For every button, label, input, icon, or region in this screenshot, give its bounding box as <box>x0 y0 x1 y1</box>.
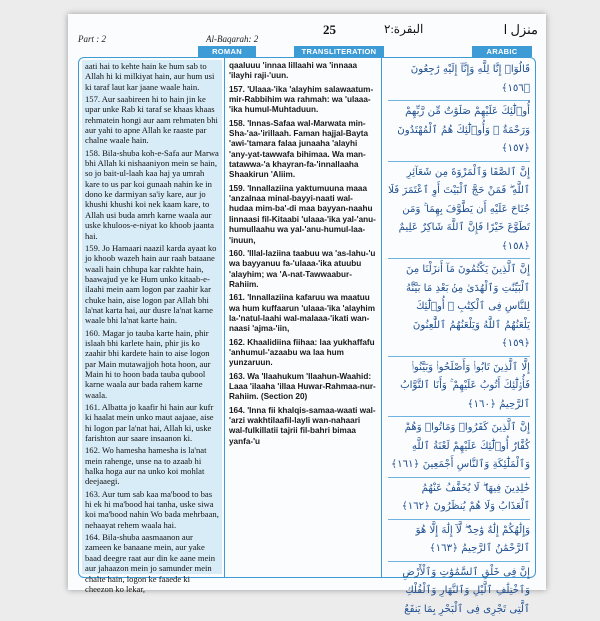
roman-verse: 163. Aur tum sab kaa ma'bood to bas hi ek hi ma'bood hai tanha, uske siwa koi ma'bood nahin Wo bada mehrbaan, nehaayat rehem waala hai. <box>85 489 219 530</box>
transliteration-verse: 161. 'Innallaziina kafaruu wa maatuu wa hum kuffaarun 'ulaaa-'ika 'alayhim la-'natul-laahi wal-malaaa-'ikati wan-naasi 'ajma-'iin, <box>229 293 376 334</box>
arabic-verse: إِنَّ ٱلَّذِينَ كَفَرُوا۟ وَمَاتُوا۟ وَهُمْ كُفَّارٌ أُو۟لَٰٓئِكَ عَلَيْهِمْ لَعْنَةُ ٱللَّهِ وَٱلْمَلَٰٓئِكَةِ وَٱلنَّاسِ أَجْمَعِينَ ﴿١٦١﴾ <box>388 419 530 478</box>
roman-verse: 159. Jo Hamaari naazil karda ayaat ko jo khoob wazeh hain aur raah bataane waali hain chhupa kar rakhte hain, baawajud ye ke Hum unko kitaab-e-ilaahi mein aam logon par zaahir kar chuke hain, aise logon par Allah bhi la'nat karta hai, aur dusre la'nat karne waale bhi la'nat karte hain. <box>85 243 219 326</box>
transliteration-verse: 157. 'Ulaaa-'ika 'alayhim salawaatum-mir-Rabbihim wa rahmah: wa 'ulaaa-'ika humul-Muhtaduun. <box>229 85 376 116</box>
transliteration-column <box>226 60 379 574</box>
roman-verse: 162. Wo hamesha hamesha is la'nat mein rahenge, unse na to azaab hi halka hoga aur na unko koi mohlat deejaaegi. <box>85 445 219 486</box>
column-divider <box>224 58 225 577</box>
arabic-verse: إِنَّ فِى خَلْقِ ٱلسَّمَٰوَٰتِ وَٱلْأَرْضِ وَٱخْتِلَٰفِ ٱلَّيْلِ وَٱلنَّهَارِ وَٱلْفُلْكِ ٱلَّتِى تَجْرِى فِى ٱلْبَحْرِ بِمَا يَنفَعُ <box>388 564 530 621</box>
sura-english-label: Al-Baqarah: 2 <box>206 34 258 44</box>
page-number: 25 <box>323 22 336 38</box>
part-label: Part : 2 <box>78 34 106 44</box>
column-divider <box>381 58 382 577</box>
arabic-verse: وَإِلَٰهُكُمْ إِلَٰهٌ وَٰحِدٌ ۖ لَّآ إِلَٰهَ إِلَّا هُوَ ٱلرَّحْمَٰنُ ٱلرَّحِيمُ ﴿١٦٣﴾ <box>388 522 530 562</box>
roman-verse: 158. Bila-shuba koh-e-Safa aur Marwa bhi Allah ki nishaaniyon mein se hain, so jo bait-ul-laah kaa haj ya umrah kare to us par koi gunaah nahin ke in dono ke darmiyan sa'iy kare, aur jo khushi khushi koi nek kaam kare, to Allah usi buda amrh karne waala aur uske khuloos-e-niyat ko khoob jaanta hai. <box>85 148 219 241</box>
arabic-verse: إِنَّ ٱلَّذِينَ يَكْتُمُونَ مَآ أَنزَلْنَا مِنَ ٱلْبَيِّنَٰتِ وَٱلْهُدَىٰ مِنۢ بَعْدِ مَا بَيَّنَّٰهُ لِلنَّاسِ فِى ٱلْكِتَٰبِ ۙ أُو۟لَٰٓئِكَ يَلْعَنُهُمُ ٱللَّهُ وَيَلْعَنُهُمُ ٱللَّٰعِنُونَ ﴿١٥٩﴾ <box>388 261 530 357</box>
arabic-verse: خَٰلِدِينَ فِيهَا ۖ لَا يُخَفَّفُ عَنْهُمُ ٱلْعَذَابُ وَلَا هُمْ يُنظَرُونَ ﴿١٦٢﴾ <box>388 480 530 520</box>
roman-verse: 161. Albatta jo kaafir hi hain aur kufr ki haalat mein unko maut aajaae, aise hi logon par la'nat hai, Allah ki, uske farishton aur saare insaanon ki. <box>85 402 219 443</box>
manzil-label: منزل ا <box>504 22 538 38</box>
transliteration-verse: 162. Khaalidiina fiihaa: laa yukhaffafu 'anhumul-'azaabu wa laa hum yunzaruun. <box>229 338 376 369</box>
roman-verse: 157. Aur saabireen hi to hain jin ke upar unke Rab ki taraf se khaas khaas rehmatein hongi aur aam rehmaten bhi aur yahi to apne Allah ke raaste par chalne waale hain. <box>85 94 219 146</box>
roman-verse: aati hai to kehte hain ke hum sab to Allah hi ki milkiyat hain, aur hum usi ki taraf laut kar jaane waale hain. <box>85 61 219 92</box>
roman-column <box>82 60 222 574</box>
roman-verse: 164. Bila-shuba aasmaanon aur zameen ke banaane mein, aur yake baad deegre raat aur din ke aane mein aur jahaazon mein jo samunder mein chalte hain, logon ke faaede ki cheezon ko lekar, <box>85 532 219 594</box>
transliteration-verse: qaaluuu 'innaa lillaahi wa 'innaaa 'ilayhi raji-'uun. <box>229 61 376 82</box>
arabic-column <box>384 60 534 574</box>
roman-verse: 160. Magar jo tauba karte hain, phir islaah bhi karlete hain, phir jis ko zaahir bhi kardete hain to aise logon par Main mutawajjoh hota hoon, aur Main hi to hoon bada tauba qubool karne waala aur bada rahem karne waala. <box>85 328 219 400</box>
transliteration-verse: 158. 'Innas-Safaa wal-Marwata min-Sha-'aa-'irillaah. Faman hajjal-Bayta 'awi-'tamara falaa junaaha 'alayhi 'any-yat-tawwafa bihimaa. Wa man-tatawwa-'a khayran-fa-'innallaaha Shaakirun 'Aliim. <box>229 119 376 181</box>
arabic-verse: إِلَّا ٱلَّذِينَ تَابُوا۟ وَأَصْلَحُوا۟ وَبَيَّنُوا۟ فَأُو۟لَٰٓئِكَ أَتُوبُ عَلَيْهِمْ ۚ وَأَنَا ٱلتَّوَّابُ ٱلرَّحِيمُ ﴿١٦٠﴾ <box>388 359 530 418</box>
transliteration-verse: 159. 'Innallaziina yaktumuuna maaa 'anzalnaa minal-bayyi-naati wal-hudaa mim-ba'-di maa bayyan-naahu linnaasi fil-Kitaabi 'ulaaa-'ika yal-'anu-humullaahu wa yal-'anu-humul-laa-'inuun, <box>229 184 376 246</box>
transliteration-verse: 163. Wa 'Ilaahukum 'Ilaahun-Waahid: Laaa 'ilaaha 'illaa Huwar-Rahmaa-nur-Rahiim. (Section 20) <box>229 372 376 403</box>
roman-column-label: ROMAN <box>198 46 256 57</box>
arabic-verse: إِنَّ ٱلصَّفَا وَٱلْمَرْوَةَ مِن شَعَآئِرِ ٱللَّهِ ۖ فَمَنْ حَجَّ ٱلْبَيْتَ أَوِ ٱعْتَمَرَ فَلَا جُنَاحَ عَلَيْهِ أَن يَطَّوَّفَ بِهِمَا ۚ وَمَن تَطَوَّعَ خَيْرًا فَإِنَّ ٱللَّهَ شَاكِرٌ عَلِيمٌ ﴿١٥٨﴾ <box>388 164 530 260</box>
transliteration-verse: 164. 'Inna fii khalqis-samaa-waati wal-'arzi wakhtilaafil-layli wan-nahaari wal-fulkillatii tajrii fil-bahri bimaa yanfa-'u <box>229 406 376 447</box>
sura-arabic-label: البقرة:٢ <box>384 22 423 37</box>
arabic-verse: أُو۟لَٰٓئِكَ عَلَيْهِمْ صَلَوَٰتٌ مِّن رَّبِّهِمْ وَرَحْمَةٌ ۖ وَأُو۟لَٰٓئِكَ هُمُ ٱلْمُهْتَدُونَ ﴿١٥٧﴾ <box>388 103 530 162</box>
arabic-column-label: ARABIC <box>472 46 532 57</box>
arabic-verse: قَالُوٓا۟ إِنَّا لِلَّهِ وَإِنَّآ إِلَيْهِ رَٰجِعُونَ ﴿١٥٦﴾ <box>388 61 530 101</box>
transliteration-verse: 160. 'Illal-laziina taabuu wa 'as-lahu-'u wa bayyanuu fa-'ulaaa-'ika atuubu 'alayhim; wa 'A-nat-Tawwaabur-Rahiim. <box>229 249 376 290</box>
transliteration-column-label: TRANSLITERATION <box>294 46 384 57</box>
book-page <box>68 14 546 590</box>
